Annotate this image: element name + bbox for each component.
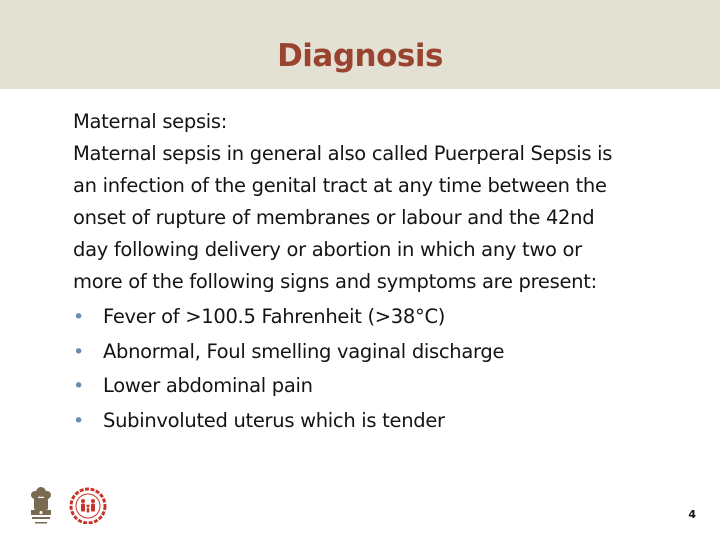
list-item-text: Lower abdominal pain bbox=[103, 374, 313, 397]
body-line: day following delivery or abortion in which any two or bbox=[73, 238, 582, 261]
slide-body bbox=[73, 106, 683, 438]
body-line: Maternal sepsis in general also called Puerperal Sepsis is bbox=[73, 142, 613, 165]
national-health-mission-logo-icon bbox=[62, 484, 114, 524]
list-item-text: Abnormal, Foul smelling vaginal discharge bbox=[103, 339, 505, 363]
list-item-text: Fever of >100.5 Fahrenheit (>38°C) bbox=[103, 305, 446, 328]
list-item-text: Subinvoluted uterus which is tender bbox=[103, 408, 445, 432]
body-line: more of the following signs and symptoms are present: bbox=[73, 270, 597, 293]
bullet-icon: • bbox=[73, 306, 84, 328]
list-item bbox=[73, 335, 683, 370]
body-line: onset of rupture of membranes or labour and the 42nd bbox=[73, 206, 595, 229]
list-item bbox=[73, 369, 683, 404]
national-emblem-icon bbox=[26, 484, 56, 530]
subheading: Maternal sepsis: bbox=[73, 110, 228, 133]
list-item bbox=[73, 404, 683, 439]
bullet-icon: • bbox=[73, 409, 84, 432]
bullet-icon: • bbox=[73, 375, 84, 397]
slide-title: Diagnosis bbox=[277, 38, 443, 74]
page-number: 4 bbox=[688, 508, 696, 521]
bullet-icon: • bbox=[73, 340, 84, 363]
symptom-list bbox=[73, 300, 683, 438]
list-item bbox=[73, 300, 683, 335]
body-line: an infection of the genital tract at any time between the bbox=[73, 174, 607, 197]
